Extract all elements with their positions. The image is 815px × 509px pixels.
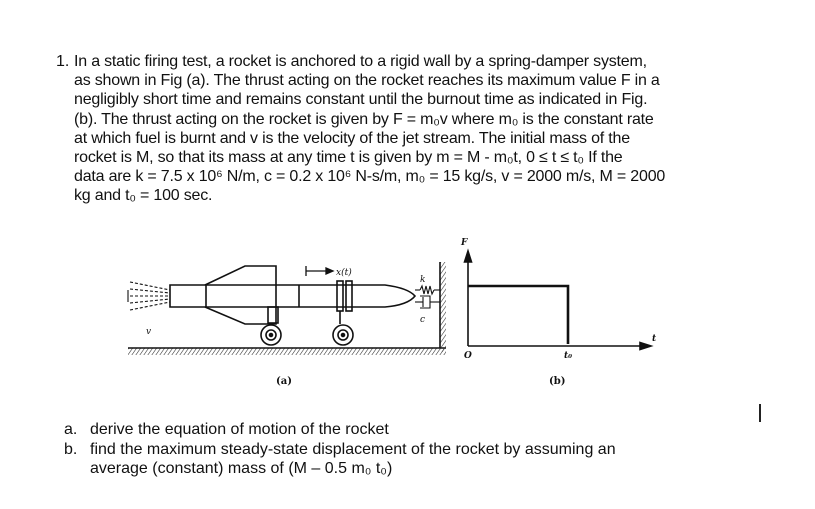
jet-velocity-label: v <box>146 327 152 337</box>
thrust-pulse <box>468 286 568 344</box>
rigid-wall <box>440 262 446 352</box>
subquestion-text: derive the equation of motion of the rocket <box>90 421 389 438</box>
problem-line: rocket is M, so that its mass at any time t is given by m = M - m₀t, 0 ≤ t ≤ t₀ If the <box>74 149 623 167</box>
figure-b-thrust-plot <box>460 238 657 387</box>
subquestion-b <box>64 440 724 479</box>
problem-line: as shown in Fig (a). The thrust acting on the rocket reaches its maximum value F in a <box>74 72 660 90</box>
figure-a-rocket-diagram <box>128 262 446 387</box>
problem-line: data are k = 7.5 x 10⁶ N/m, c = 0.2 x 10⁶ N-s/m, m₀ = 15 kg/s, v = 2000 m/s, M = 2000 <box>74 168 666 186</box>
y-axis <box>465 251 472 346</box>
problem-line: In a static firing test, a rocket is anchored to a rigid wall by a spring-damper system, <box>74 53 647 70</box>
subquestion-a <box>64 420 724 440</box>
problem-number: 1. <box>56 53 70 70</box>
rear-wheel <box>261 325 281 345</box>
subquestion-text <box>90 440 724 479</box>
spring <box>415 286 440 294</box>
ground-hatching <box>128 348 446 355</box>
rocket-body <box>170 266 415 324</box>
problem-line: at which fuel is burnt and v is the velocity of the jet stream. The initial mass of the <box>74 129 630 147</box>
subquestion-label: b. <box>64 440 78 458</box>
subquestion-text-continuation: average (constant) mass of (M – 0.5 m₀ t₀) <box>90 460 393 477</box>
figure-b-caption: (b) <box>549 376 566 387</box>
front-wheel <box>333 311 353 345</box>
problem-line: kg and t₀ = 100 sec. <box>74 187 213 205</box>
problem-line: (b). The thrust acting on the rocket is given by F = m₀v where m₀ is the constant rate <box>74 110 654 128</box>
x-axis <box>468 343 651 350</box>
subquestion-label: a. <box>64 421 78 438</box>
exhaust-jet <box>128 282 170 310</box>
displacement-arrow <box>306 266 333 276</box>
thrust-axis-label: F <box>461 238 468 248</box>
burnout-time-label: t₀ <box>564 351 573 361</box>
spring-constant-label: k <box>420 275 426 285</box>
subquestion-list <box>64 420 724 479</box>
displacement-label: x(t) <box>336 268 352 278</box>
time-axis-label: t <box>652 334 657 344</box>
text-cursor <box>759 404 761 422</box>
damping-constant-label: c <box>420 315 426 325</box>
figure-a-caption: (a) <box>276 376 292 387</box>
origin-label: O <box>464 351 472 361</box>
damper <box>415 296 440 308</box>
problem-line: negligibly short time and remains constant until the burnout time as indicated in Fig. <box>74 91 648 109</box>
subquestion-text-line: find the maximum steady-state displacement of the rocket by assuming an <box>90 440 616 458</box>
